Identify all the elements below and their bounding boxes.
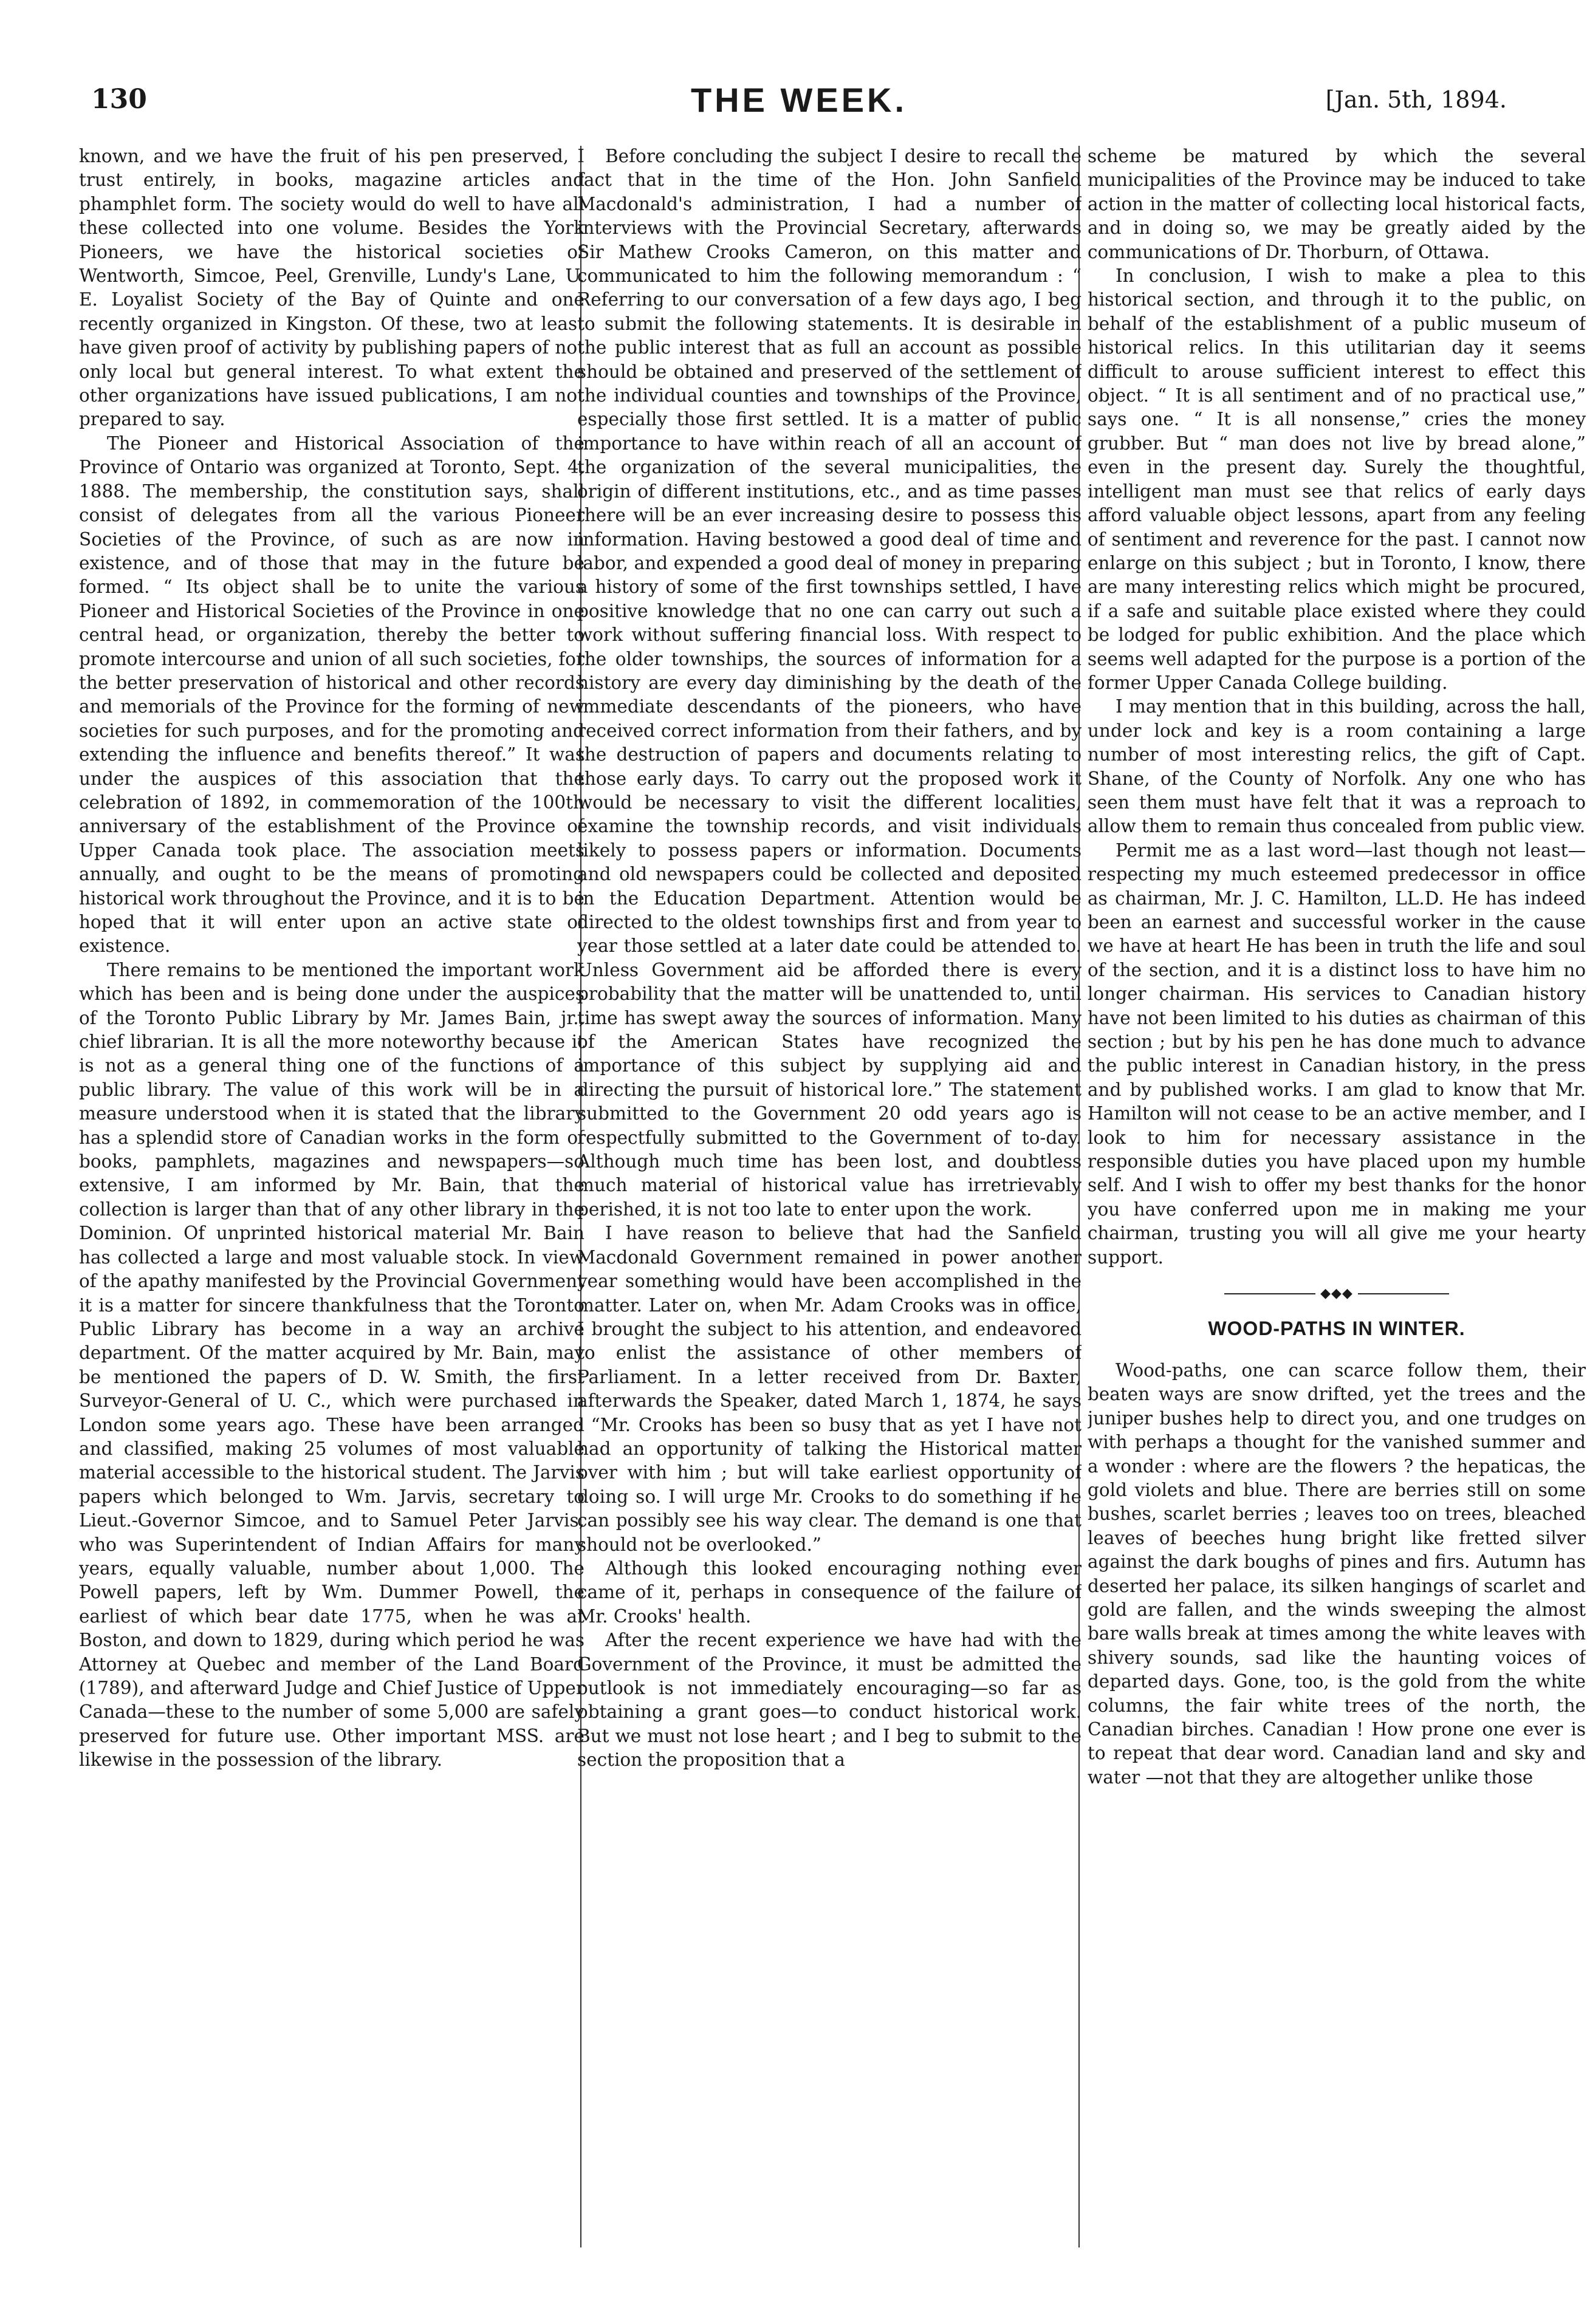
page-header <box>91 81 1507 132</box>
paragraph: known, and we have the fruit of his pen preserved, I trust entirely, in books, magazine articles and phamphlet form. The society would do well to have all these collected into one volume. Besides the York Pioneers, we have the historical societies of Wentworth, Simcoe, Peel, Grenville, Lundy's Lane, U. E. Loyalist Society of the Bay of Quinte and one recently organized in Kingston. Of these, two at least have given proof of activity by publishing papers of not only local but general interest. To what extent the other organizations have issued publications, I am not prepared to say. <box>79 146 584 430</box>
paragraph: Wood-paths, one can scarce follow them, their beaten ways are snow drifted, yet the trees and the juniper bushes help to direct you, and one trudges on with perhaps a thought for the vanished summer and a wonder : where are the flowers ? the hepaticas, the gold violets and blue. There are berries still on some bushes, scarlet berries ; leaves too on trees, bleached leaves of beeches hung bright like fretted silver against the dark boughs of pines and firs. Autumn has deserted her palace, its silken hangings of scarlet and gold are fallen, and the winds sweeping the almost bare walls break at times among the white leaves with shivery sounds, sad like the haunting voices of departed days. Gone, too, is the gold from the white columns, the fair white trees of the north, the Canadian birches. Canadian ! How prone one ever is to repeat that dear word. Canadian land and sky and water —not that they are altogether unlike those <box>1088 1359 1586 1788</box>
article-title: WOOD-PATHS IN WINTER. <box>1208 1317 1465 1339</box>
issue-date: [Jan. 5th, 1894. <box>1325 86 1507 113</box>
paragraph: Permit me as a last word—last though not least—respecting my much esteemed predecessor in office as chairman, Mr. J. C. Hamilton, LL.D. He has indeed been an earnest and successful worker in the cause we have at heart He has been in truth the life and soul of the section, and it is a distinct loss to have him no longer chairman. His services to Canadian history have not been limited to his duties as chairman of this section ; but by his pen he has done much to advance the public interest in Canadian history, in the press and by published works. I am glad to know that Mr. Hamilton will not cease to be an active member, and I look to him for necessary assistance in the responsible duties you have placed upon my humble self. And I wish to offer my best thanks for the honor you have conferred upon me in making me your chairman, trusting you will all give me your hearty support. <box>1088 839 1586 1268</box>
paragraph: Although this looked encouraging nothing ever came of it, perhaps in consequence of the failure of Mr. Crooks' health. <box>577 1557 1081 1627</box>
paragraph: I have reason to believe that had the Sanfield Macdonald Government remained in power another year something would have been accomplished in the matter. Later on, when Mr. Adam Crooks was in office, I brought the subject to his attention, and endeavored to enlist the assistance of other members of Parliament. In a letter received from Dr. Baxter, afterwards the Speaker, dated March 1, 1874, he says : “Mr. Crooks has been so busy that as yet I have not had an opportunity of talking the Historical matter over with him ; but will take earliest opportunity of doing so. I will urge Mr. Crooks to do something if he can possibly see his way clear. The demand is one that should not be overlooked.” <box>577 1223 1081 1555</box>
column-right <box>1088 145 1586 2246</box>
column-left <box>79 145 584 2246</box>
paragraph: After the recent experience we have had with the Government of the Province, it must be admitted the outlook is not immediately encouraging—so far as obtaining a grant goes—to conduct historical work. But we must not lose heart ; and I beg to submit to the section the proposition that a <box>577 1630 1081 1771</box>
paragraph: The Pioneer and Historical Association of the Province of Ontario was organized at Toronto, Sept. 4, 1888. The membership, the constitution says, shall consist of delegates from all the various Pioneer Societies of the Province, of such as are now in existence, and of those that may in the future be formed. “ Its object shall be to unite the various Pioneer and Historical Societies of the Province in one central head, or organization, thereby the better to promote intercourse and union of all such societies, for the better preservation of historical and other records and memorials of the Province for the forming of new societies for such purposes, and for the promoting and extending the influence and benefits thereof.” It was under the auspices of this association that the celebration of 1892, in commemoration of the 100th anniversary of the establishment of the Province of Upper Canada took place. The association meets annually, and ought to be the means of promoting historical work throughout the Province, and it is to be hoped that it will enter upon an active state of existence. <box>79 432 584 957</box>
column-middle <box>577 145 1081 2246</box>
paragraph: I may mention that in this building, across the hall, under lock and key is a room containing a large number of most interesting relics, the gift of Capt. Shane, of the County of Norfolk. Any one who has seen them must have felt that it was a reproach to allow them to remain thus concealed from public view. <box>1088 696 1586 837</box>
paragraph: scheme be matured by which the several municipalities of the Province may be induced to take action in the matter of collecting local historical facts, and in doing so, we may be greatly aided by the communications of Dr. Thorburn, of Ottawa. <box>1088 146 1586 262</box>
page-number: 130 <box>91 84 147 115</box>
paragraph: Before concluding the subject I desire to recall the fact that in the time of the Hon. John Sanfield Macdonald's administration, I had a number of interviews with the Provincial Secretary, afterwards Sir Mathew Crooks Cameron, on this matter and communicated to him the following memorandum : “ Referring to our conversation of a few days ago, I beg to submit the following statements. It is desirable in the public interest that as full an account as possible should be obtained and preserved of the settlement of the individual counties and townships of the Province, especially those first settled. It is a matter of public importance to have within reach of all an account of the organization of the several municipalities, the origin of different institutions, etc., and as time passes there will be an ever increasing desire to possess this information. Having bestowed a good deal of time and labor, and expended a good deal of money in preparing a history of some of the first townships settled, I have positive knowledge that no one can carry out such a work without suffering financial loss. With respect to the older townships, the sources of information for a history are every day diminishing by the death of the immediate descendants of the pioneers, who have received correct information from their fathers, and by the destruction of papers and documents relating to those early days. To carry out the proposed work it would be necessary to visit the different localities, examine the township records, and visit individuals likely to possess papers or information. Documents and old newspapers could be collected and deposited in the Education Department. Attention would be directed to the oldest townships first and from year to year those settled at a later date could be attended to. Unless Government aid be afforded there is every probability that the matter will be unattended to, until time has swept away the sources of information. Many of the American States have recognized the importance of this subject by supplying aid and directing the pursuit of historical lore.” The statement submitted to the Government 20 odd years ago is respectfully submitted to the Government of to-day. Although much time has been lost, and doubtless much material of historical value has irretrievably perished, it is not too late to enter upon the work. <box>577 146 1081 1220</box>
paragraph: There remains to be mentioned the important work which has been and is being done under the auspices of the Toronto Public Library by Mr. James Bain, jr., chief librarian. It is all the more noteworthy because it is not as a general thing one of the functions of a public library. The value of this work will be in a measure understood when it is stated that the library has a splendid store of Canadian works in the form of books, pamphlets, magazines and newspapers—so extensive, I am informed by Mr. Bain, that the collection is larger than that of any other library in the Dominion. Of unprinted historical material Mr. Bain has collected a large and most valuable stock. In view of the apathy manifested by the Provincial Government it is a matter for sincere thankfulness that the Toronto Public Library has become in a way an archive department. Of the matter acquired by Mr. Bain, may be mentioned the papers of D. W. Smith, the first Surveyor-General of U. C., which were purchased in London some years ago. These have been arranged and classified, making 25 volumes of most valuable material accessible to the historical student. The Jarvis papers which belonged to Wm. Jarvis, secretary to Lieut.-Governor Simcoe, and to Samuel Peter Jarvis, who was Superintendent of Indian Affairs for many years, equally valuable, number about 1,000. The Powell papers, left by Wm. Dummer Powell, the earliest of which bear date 1775, when he was at Boston, and down to 1829, during which period he was Attorney at Quebec and member of the Land Board (1789), and afterward Judge and Chief Justice of Upper Canada—these to the number of some 5,000 are safely preserved for future use. Other important MSS. are likewise in the possession of the library. <box>79 959 584 1771</box>
masthead-title: THE WEEK. <box>690 81 908 119</box>
paragraph: In conclusion, I wish to make a plea to this historical section, and through it to the public, on behalf of the establishment of a public museum of historical relics. In this utilitarian day it seems difficult to arouse sufficient interest to effect this object. “ It is all sentiment and of no practical use,” says one. “ It is all nonsense,” cries the money grubber. But “ man does not live by bread alone,” even in the present day. Surely the thoughtful, intelligent man must see that relics of early days afford valuable object lessons, apart from any feeling of sentiment and reverence for the past. I cannot now enlarge on this subject ; but in Toronto, I know, there are many interesting relics which might be procured, if a safe and suitable place existed where they could be lodged for public exhibition. And the place which seems well adapted for the purpose is a portion of the former Upper Canada College building. <box>1088 265 1586 693</box>
section-separator: ◆◆◆ <box>1088 1282 1586 1305</box>
